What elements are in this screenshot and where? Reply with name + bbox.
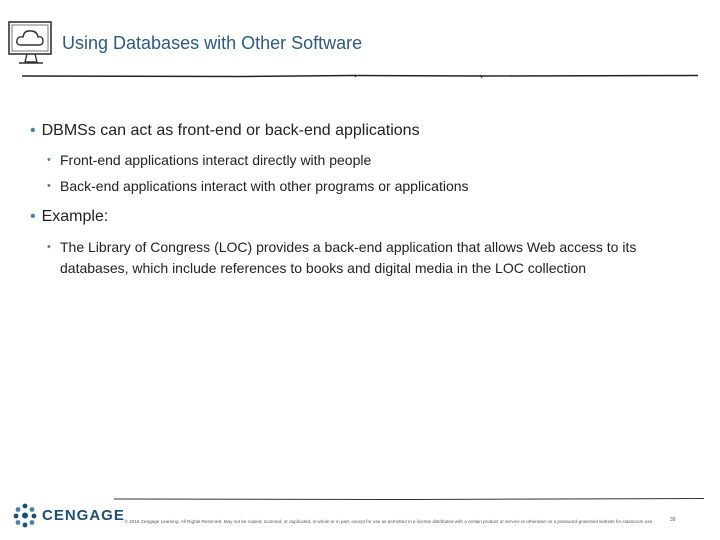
sub-bullet-item [47,150,687,171]
bullet-item [30,122,420,140]
cengage-mark-icon [12,502,38,528]
cloud-monitor-icon [6,18,58,70]
sub-bullet-text: The Library of Congress (LOC) provides a back-end application that allows Web access to its databases, which include references to books and digital media in the LOC collection [60,239,637,276]
sub-bullet-text: Back-end applications interact with other programs or applications [60,178,469,194]
page-number: 39 [670,517,676,523]
title-divider [22,70,698,82]
sub-bullet-text: Front-end applications interact directly with people [60,152,372,168]
slide-title: Using Databases with Other Software [62,33,363,53]
bullet-dot: • [47,180,51,192]
bullet-dot: • [30,122,36,139]
footer-divider [114,494,704,504]
sub-bullet-item [47,237,692,279]
bullet-text: Example: [41,208,109,225]
bullet-dot: • [47,241,51,253]
bullet-text: DBMSs can act as front-end or back-end applications [41,122,420,139]
bullet-item [30,208,108,226]
bullet-dot: • [30,208,36,225]
bullet-dot: • [47,154,51,166]
cengage-logo [12,500,125,530]
sub-bullet-item [47,176,687,197]
brand-name: CENGAGE [42,506,125,524]
copyright-notice: © 2018 Cengage Learning. All Rights Reserved. May not be copied, scanned, or duplicated, in whole or in part, except for use as permitted in a license distributed with a certain product or service or otherwise on a password-protected website for classroom use. [124,519,654,524]
